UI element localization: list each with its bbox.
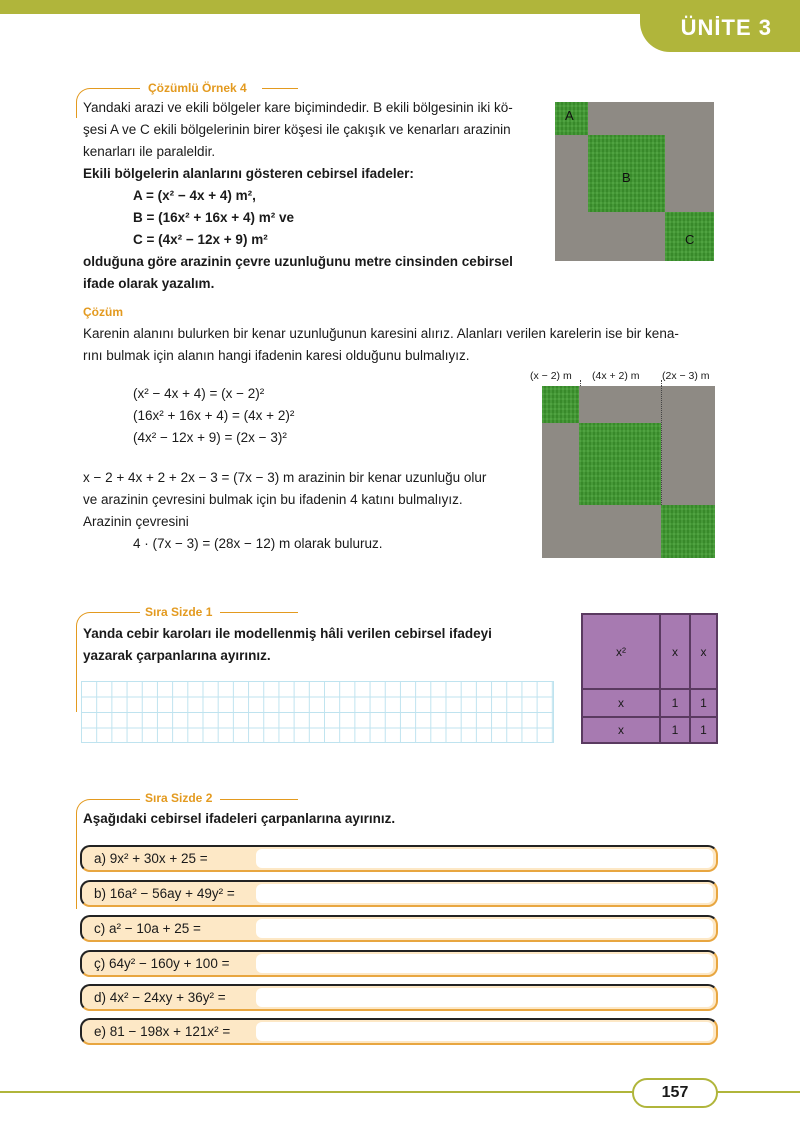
- question-c-cedilla: ç) 64y² − 160y + 100 =: [94, 956, 230, 971]
- tile-one-3-label: 1: [671, 723, 679, 737]
- label-a: A: [565, 108, 574, 123]
- task1-heading: Sıra Sizde 1: [145, 605, 213, 619]
- answer-field-a[interactable]: [256, 849, 713, 868]
- question-b: b) 16a² − 56ay + 49y² =: [94, 886, 235, 901]
- answer-row-c: [80, 915, 718, 942]
- task1-line-2: yazarak çarpanlarına ayırınız.: [83, 648, 271, 663]
- dimension-1: (x − 2) m: [530, 370, 572, 382]
- solution-heading: Çözüm: [83, 305, 123, 319]
- tile-x-1: [660, 614, 690, 689]
- answer-row-c-cedilla: [80, 950, 718, 977]
- tile-x-3-label: x: [618, 696, 624, 710]
- answer-row-a: [80, 845, 718, 872]
- task2-heading-rule: [220, 799, 298, 800]
- answer-row-b: [80, 880, 718, 907]
- tile-x-squared-label: x²: [616, 644, 626, 659]
- solution-line-6: 4 · (7x − 3) = (28x − 12) m olarak buluruz.: [133, 536, 383, 551]
- tile-x-4: [582, 717, 660, 743]
- example-heading: Çözümlü Örnek 4: [148, 81, 247, 95]
- task1-line-1: Yanda cebir karoları ile modellenmiş hâli verilen cebirsel ifadeyi: [83, 626, 492, 641]
- example-heading-rule: [262, 88, 298, 89]
- unit-tab: [640, 0, 800, 52]
- tile-x-3: [582, 689, 660, 717]
- label-b: B: [622, 170, 631, 185]
- land-figure-dimensioned: [542, 386, 715, 558]
- answer-field-c[interactable]: [256, 919, 713, 938]
- solution-eq-1: (x² − 4x + 4) = (x − 2)²: [133, 386, 265, 401]
- tile-one-1-label: 1: [671, 696, 679, 710]
- solution-eq-3: (4x² − 12x + 9) = (2x − 3)²: [133, 430, 287, 445]
- region-c-2: [661, 505, 715, 558]
- land-figure: [555, 102, 714, 261]
- answer-field-d[interactable]: [256, 988, 713, 1007]
- example-line-6: ifade olarak yazalım.: [83, 276, 215, 291]
- region-a-2: [542, 386, 579, 423]
- tile-one-1: [660, 689, 690, 717]
- unit-header-notch: [540, 10, 650, 14]
- equation-c: C = (4x² − 12x + 9) m²: [133, 232, 268, 247]
- answer-field-b[interactable]: [256, 884, 713, 903]
- question-d: d) 4x² − 24xy + 36y² =: [94, 990, 226, 1005]
- region-b-2: [579, 423, 661, 505]
- tile-x-squared: [582, 614, 660, 689]
- example-line-3: kenarları ile paraleldir.: [83, 144, 216, 159]
- algebra-tiles: [581, 613, 718, 744]
- answer-field-e[interactable]: [256, 1022, 713, 1041]
- example-line-5: olduğuna göre arazinin çevre uzunluğunu metre cinsinden cebirsel: [83, 254, 513, 269]
- solution-line-3: x − 2 + 4x + 2 + 2x − 3 = (7x − 3) m arazinin bir kenar uzunluğu olur: [83, 470, 487, 485]
- answer-row-e: [80, 1018, 718, 1045]
- solution-line-1: Karenin alanını bulurken bir kenar uzunluğunun karesini alırız. Alanları verilen karelerin ise bir kena-: [83, 326, 679, 341]
- solution-line-2: rını bulmak için alanın hangi ifadenin karesi olduğunu bulmalıyız.: [83, 348, 470, 363]
- example-line-2: şesi A ve C ekili bölgelerinin birer köşesi ile çakışık ve kenarları arazinin: [83, 122, 511, 137]
- task2-heading: Sıra Sizde 2: [145, 791, 213, 805]
- tile-x-2: [690, 614, 717, 689]
- unit-label: ÜNİTE 3: [680, 15, 772, 40]
- tile-x-4-label: x: [618, 723, 624, 737]
- equation-b: B = (16x² + 16x + 4) m² ve: [133, 210, 294, 225]
- question-a: a) 9x² + 30x + 25 =: [94, 851, 208, 866]
- example-line-4: Ekili bölgelerin alanlarını gösteren cebirsel ifadeler:: [83, 166, 414, 181]
- equation-a: A = (x² − 4x + 4) m²,: [133, 188, 256, 203]
- dimension-2: (4x + 2) m: [592, 370, 640, 382]
- tile-x-2-label: x: [700, 644, 707, 659]
- tile-one-2-label: 1: [700, 696, 707, 710]
- tile-one-4: [690, 717, 717, 743]
- inner-guide: [661, 386, 662, 505]
- answer-row-d: [80, 984, 718, 1011]
- question-c: c) a² − 10a + 25 =: [94, 921, 201, 936]
- page-number: 157: [632, 1078, 718, 1108]
- task2-instruction: Aşağıdaki cebirsel ifadeleri çarpanlarına ayırınız.: [83, 811, 396, 826]
- solution-line-4: ve arazinin çevresini bulmak için bu ifadenin 4 katını bulmalıyız.: [83, 492, 463, 507]
- answer-grid[interactable]: [81, 681, 554, 743]
- label-c: C: [685, 232, 695, 247]
- dimension-3: (2x − 3) m: [662, 370, 710, 382]
- solution-line-5: Arazinin çevresini: [83, 514, 189, 529]
- solution-eq-2: (16x² + 16x + 4) = (4x + 2)²: [133, 408, 295, 423]
- answer-field-c-cedilla[interactable]: [256, 954, 713, 973]
- tile-one-2: [690, 689, 717, 717]
- tile-x-1-label: x: [672, 644, 678, 659]
- tile-one-4-label: 1: [700, 723, 707, 737]
- tile-one-3: [660, 717, 690, 743]
- example-line-1: Yandaki arazi ve ekili bölgeler kare biçimindedir. B ekili bölgesinin iki kö-: [83, 100, 513, 115]
- question-e: e) 81 − 198x + 121x² =: [94, 1024, 231, 1039]
- task1-heading-rule: [220, 612, 298, 613]
